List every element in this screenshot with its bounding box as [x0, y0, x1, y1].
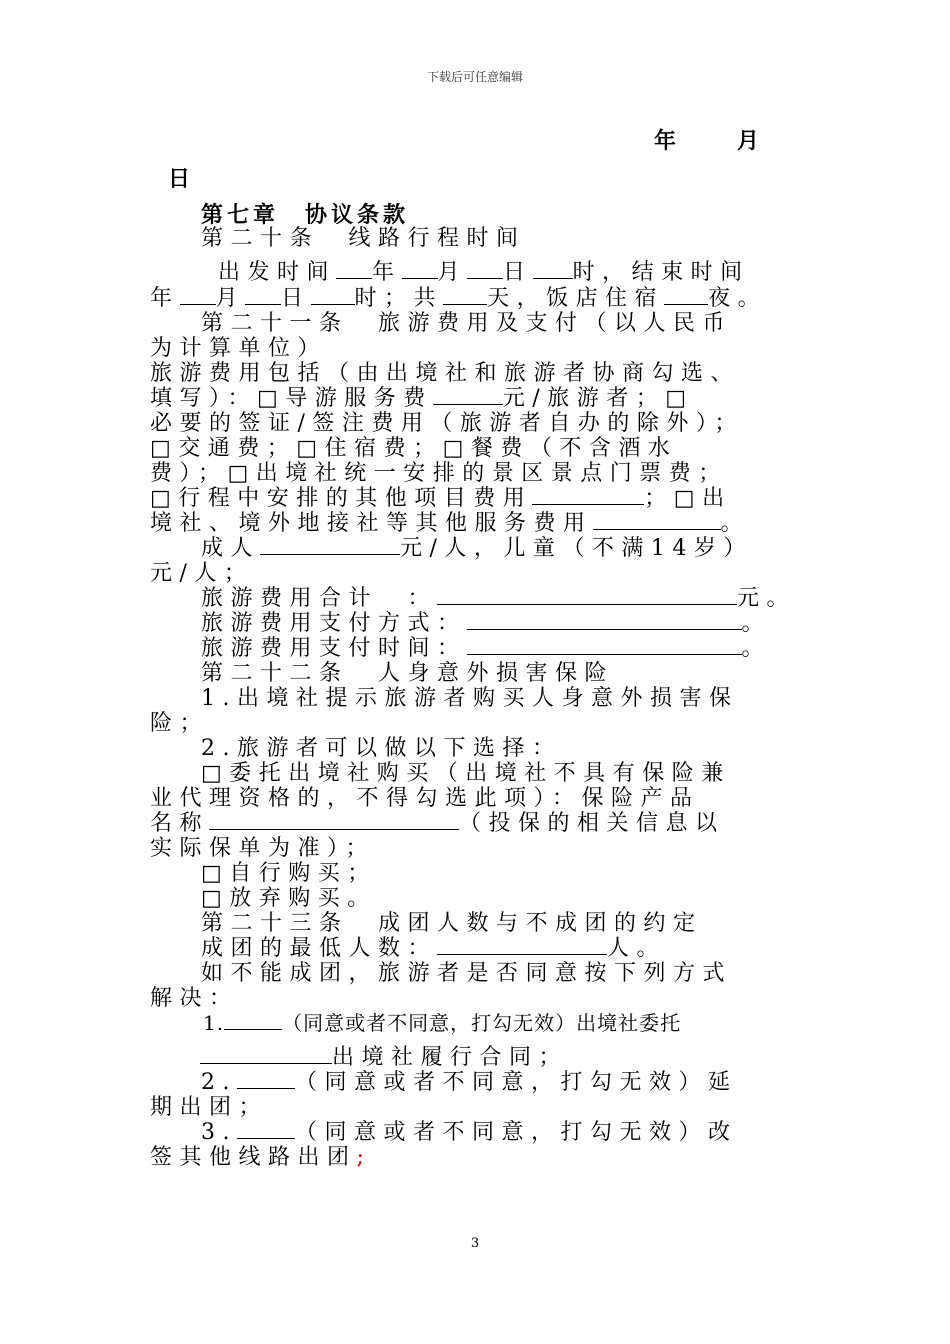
article-21-title: 第二十一条 旅游费用及支付（以人民币 [201, 311, 733, 336]
art22-option3[interactable]: □放弃购买。 [201, 886, 377, 911]
blank[interactable] [402, 260, 438, 279]
text: 2. [201, 1070, 237, 1095]
text: 填写）：□导游服务费 [150, 386, 433, 411]
art23-if-cont: 解决： [150, 986, 239, 1011]
blank[interactable] [237, 1070, 295, 1089]
blank[interactable] [532, 486, 644, 505]
art21-title-cont: 为计算单位） [150, 336, 328, 361]
art22-option1-line2: 业代理资格的，不得勾选此项）：保险产品 [150, 786, 700, 811]
text: 出境社履行合同； [332, 1045, 569, 1070]
text: 旅游费用合计 ： [201, 586, 438, 611]
art22-option1-line4: 实际保单为准）； [150, 836, 376, 861]
text: 天，饭店住宿 [487, 286, 665, 311]
blank[interactable] [467, 636, 742, 655]
art22-option1: □委托出境社购买（出境社不具有保险兼 [201, 761, 731, 786]
art23-choice3 [201, 1120, 738, 1145]
art21-adult [201, 536, 753, 561]
chapter-title: 第七章 协议条款 [201, 202, 410, 228]
text: 签其他线路出团 [150, 1145, 357, 1170]
blank[interactable] [593, 511, 721, 530]
blank[interactable] [336, 260, 372, 279]
text: 。 [741, 611, 772, 636]
text: 时；共 [354, 286, 444, 311]
text: 。 [741, 636, 772, 661]
product-name-blank[interactable] [209, 811, 459, 830]
art21-line3: 必要的签证/签注费用（旅游者自办的除外）； [150, 411, 744, 436]
text: 夜。 [708, 286, 768, 311]
art21-line7 [150, 511, 750, 536]
text: 出发时间 [218, 260, 337, 285]
blank[interactable] [200, 1045, 332, 1064]
art21-line1: 旅游费用包括（由出境社和旅游者协商勾选、 [150, 361, 741, 386]
blank[interactable] [533, 260, 573, 279]
art22-item2: 2.旅游者可以做以下选择： [201, 736, 562, 761]
text: 日 [281, 286, 311, 311]
art20-line2 [150, 286, 767, 311]
text: 元。 [737, 586, 797, 611]
art22-item1-cont: 险； [150, 711, 210, 736]
art21-method [201, 611, 771, 636]
art23-choice1-cont [200, 1045, 568, 1070]
text: 元/人，儿童（不满14岁） [400, 536, 753, 561]
text: 月 [437, 260, 468, 285]
art21-line6 [150, 486, 732, 511]
art23-min [201, 936, 666, 961]
blank[interactable] [437, 936, 607, 955]
page-number: 3 [470, 1236, 480, 1251]
art21-adult-cont: 元/人； [150, 561, 254, 586]
text: ；□出 [644, 486, 732, 511]
blank[interactable] [311, 286, 355, 305]
art21-time [201, 636, 771, 661]
blank[interactable] [467, 260, 503, 279]
text: 1. [203, 1011, 225, 1035]
text: 日 [503, 260, 533, 285]
blank[interactable] [664, 286, 708, 305]
art23-choice2-cont: 期出团； [150, 1095, 269, 1120]
text: 旅游费用支付方式： [201, 611, 467, 636]
art21-total [201, 586, 796, 611]
blank[interactable] [467, 611, 742, 630]
text: （同意或者不同意，打勾无效）延 [295, 1070, 738, 1095]
article-22-title: 第二十二条 人身意外损害保险 [201, 661, 615, 686]
blank[interactable] [237, 1120, 295, 1139]
text: 成人 [201, 536, 261, 561]
blank[interactable] [180, 286, 216, 305]
art22-item1: 1.出境社提示旅游者购买人身意外损害保 [201, 686, 739, 711]
date-year: 年 [654, 128, 677, 154]
text: 月 [215, 286, 246, 311]
text: （同意或者不同意，打勾无效）改 [295, 1120, 738, 1145]
art20-line1 [218, 260, 750, 285]
blank[interactable] [224, 1011, 282, 1030]
text: 元/旅游者；□ [502, 386, 694, 411]
date-day: 日 [168, 166, 191, 192]
art21-line4: □交通费；□住宿费；□餐费（不含酒水 [150, 436, 678, 461]
article-20-title: 第二十条 线路行程时间 [201, 226, 526, 251]
article-23-title: 第二十三条 成团人数与不成团的约定 [201, 911, 703, 936]
date-month: 月 [737, 128, 760, 154]
blank[interactable] [443, 286, 487, 305]
text: 名称 [150, 811, 210, 836]
art21-line5: 费）；□出境社统一安排的景区景点门票费； [150, 461, 728, 486]
text: 年 [150, 286, 180, 311]
text: 。 [720, 511, 751, 536]
blank[interactable] [260, 536, 400, 555]
art23-choice3-cont [150, 1145, 371, 1170]
text: 年 [372, 260, 402, 285]
blank[interactable] [437, 586, 737, 605]
text: 时，结束时间 [572, 260, 750, 285]
blank[interactable] [433, 386, 503, 405]
art22-option2[interactable]: □自行购买； [201, 861, 377, 886]
header-note: 下载后可任意编辑 [426, 70, 523, 84]
text: 3. [201, 1120, 237, 1145]
text: （同意或者不同意，打勾无效）出境社委托 [282, 1011, 682, 1035]
red-semicolon: ; [356, 1145, 372, 1170]
text: 人。 [607, 936, 667, 961]
art22-option1-line3 [150, 811, 725, 836]
text: 境社、境外地接社等其他服务费用 [150, 511, 593, 536]
art21-line2 [150, 386, 694, 411]
art23-choice1 [203, 1011, 681, 1035]
art23-choice2 [201, 1070, 738, 1095]
blank[interactable] [245, 286, 281, 305]
art23-if: 如不能成团，旅游者是否同意按下列方式 [201, 961, 733, 986]
text: 成团的最低人数： [201, 936, 438, 961]
text: □行程中安排的其他项目费用 [150, 486, 533, 511]
text: （投保的相关信息以 [459, 811, 725, 836]
text: 旅游费用支付时间： [201, 636, 467, 661]
